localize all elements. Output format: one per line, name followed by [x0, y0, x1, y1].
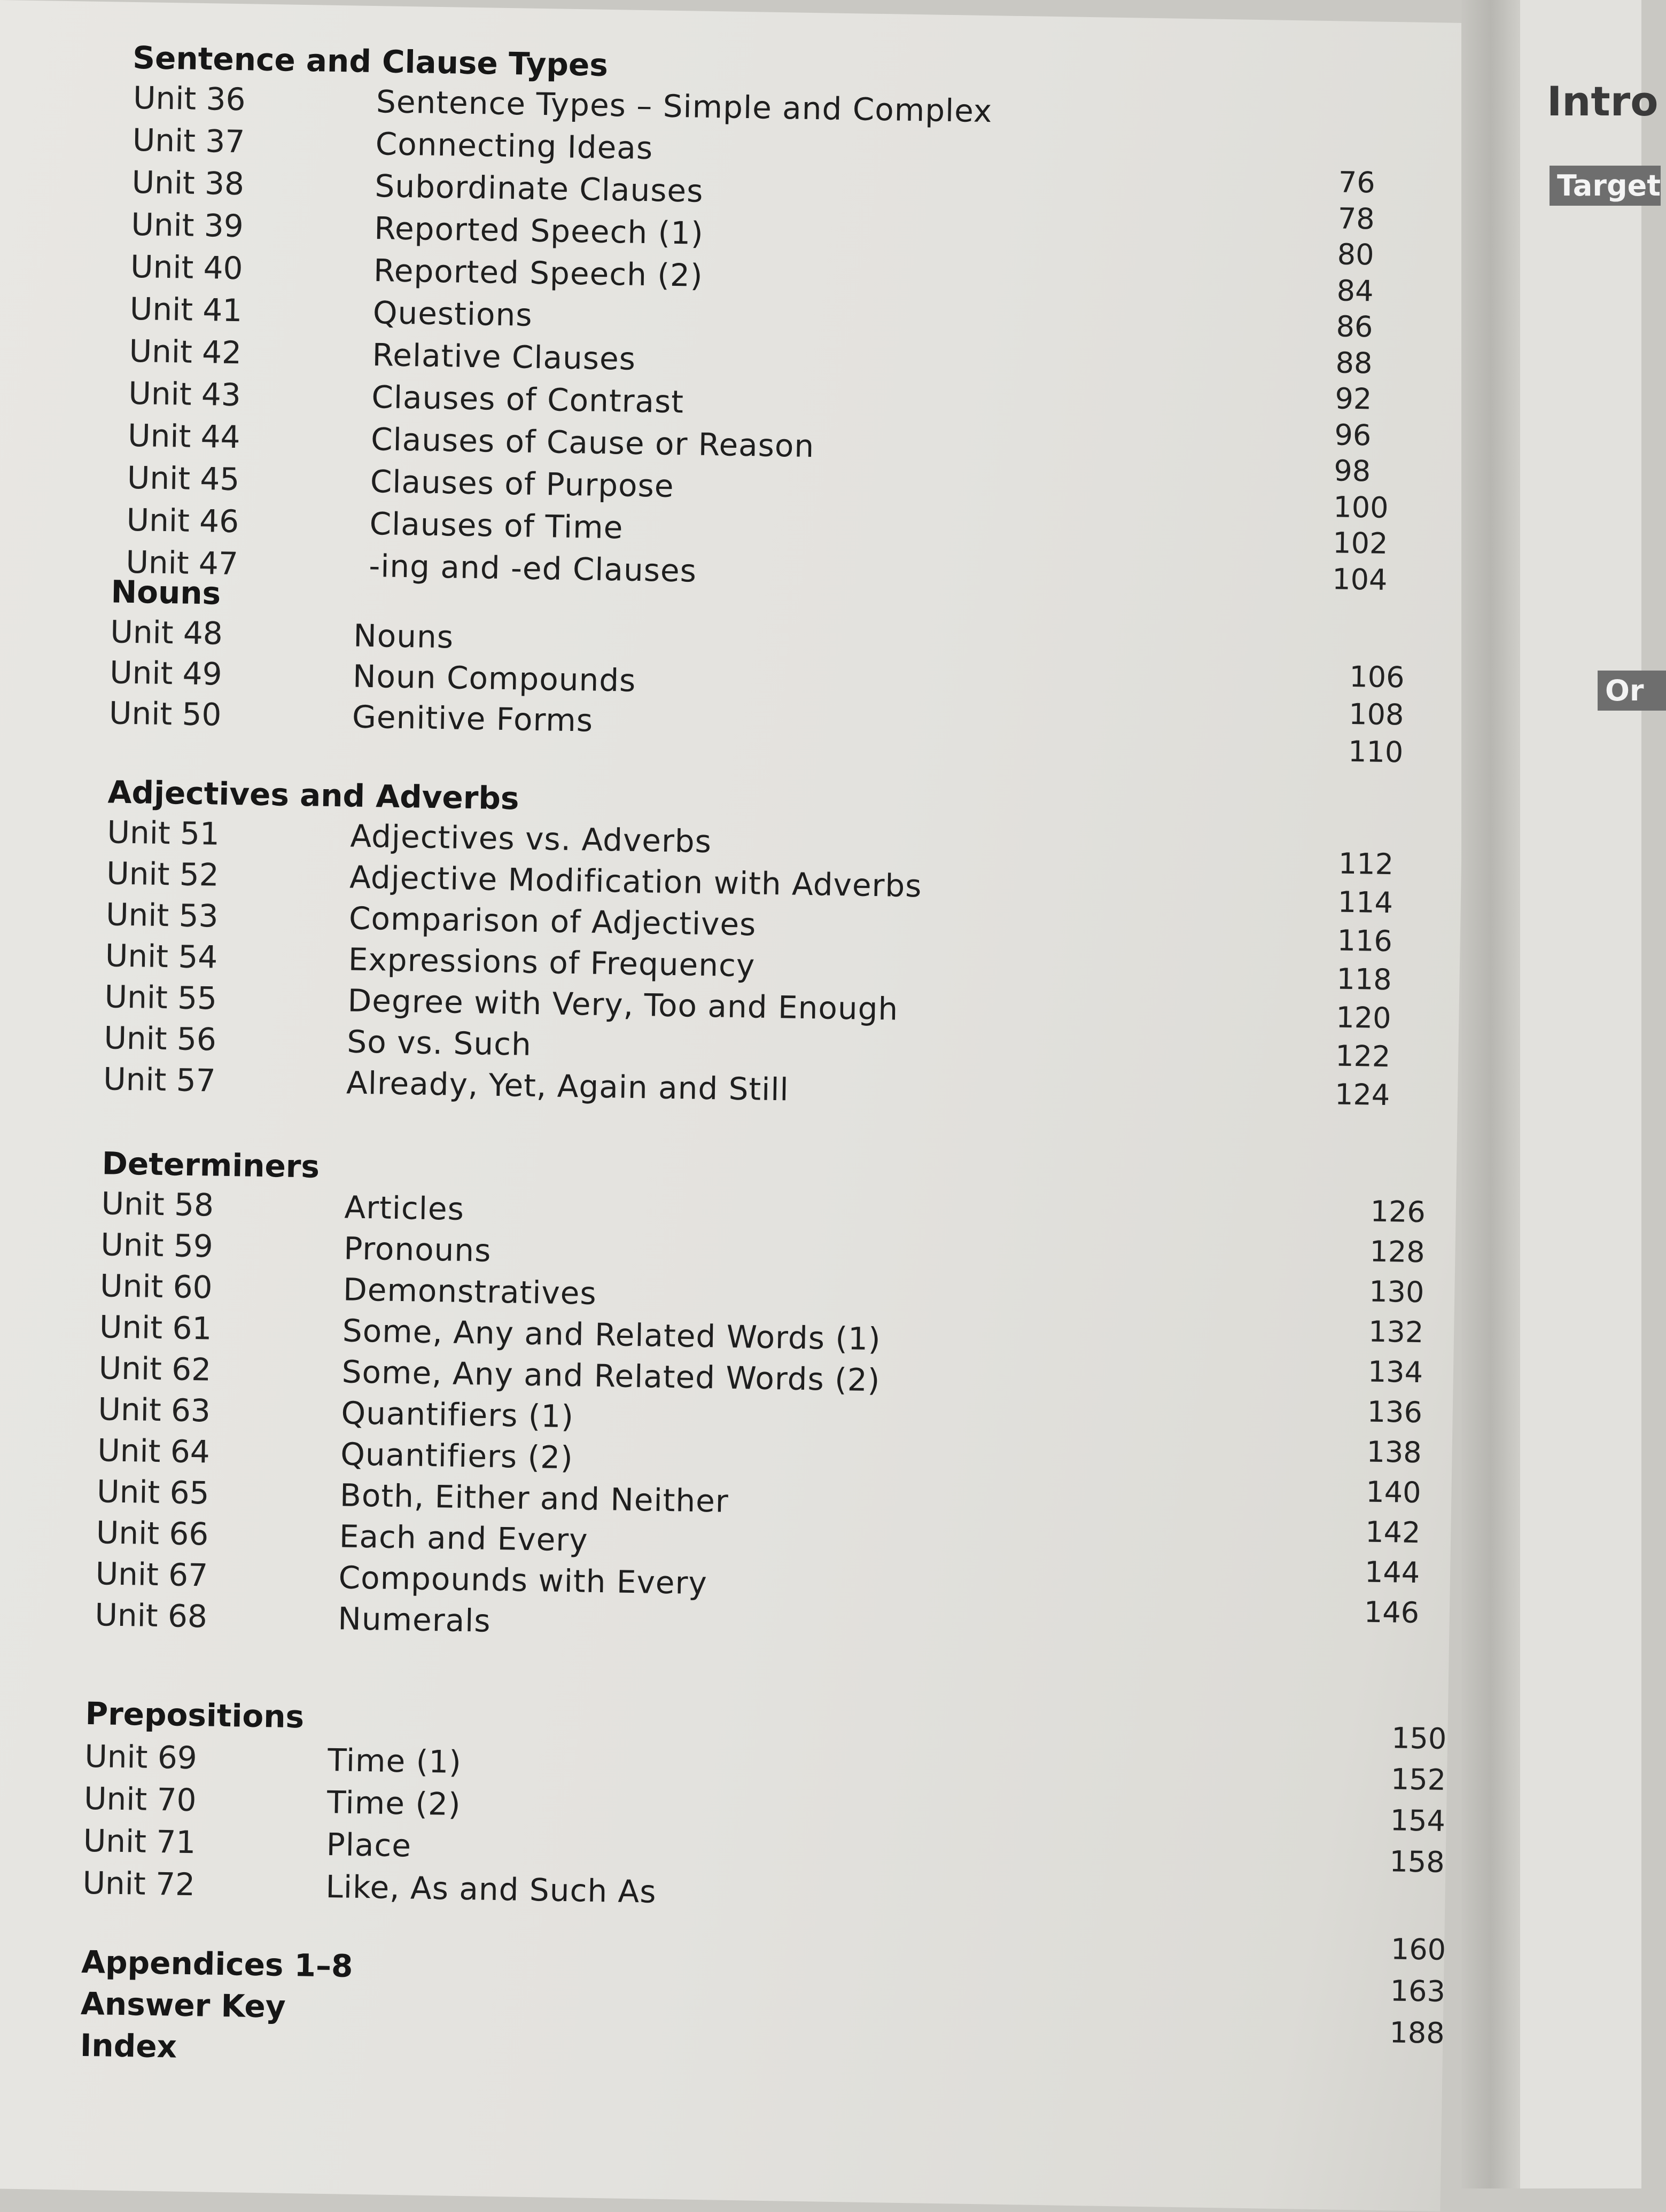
unit-title[interactable]: Place	[326, 1826, 412, 1864]
unit-title[interactable]: Like, As and Such As	[325, 1868, 657, 1910]
unit-title[interactable]: Degree with Very, Too and Enough	[347, 982, 899, 1027]
unit-number: Unit 53	[105, 896, 219, 934]
unit-title[interactable]: Adjective Modification with Adverbs	[349, 859, 922, 905]
unit-title[interactable]: Reported Speech (2)	[373, 252, 704, 294]
page-number: 132	[1368, 1314, 1424, 1350]
unit-title[interactable]: Subordinate Clauses	[375, 168, 704, 209]
unit-number: Unit 57	[103, 1061, 216, 1099]
unit-number: Unit 44	[127, 417, 241, 456]
unit-number: Unit 49	[109, 654, 223, 692]
unit-title[interactable]: So vs. Such	[346, 1023, 532, 1063]
unit-title[interactable]: Articles	[344, 1189, 465, 1227]
page-number: 86	[1336, 309, 1373, 344]
page-number: 140	[1365, 1475, 1422, 1510]
section-heading: Nouns	[111, 573, 221, 612]
unit-title[interactable]: Already, Yet, Again and Still	[346, 1064, 790, 1108]
page-number: 104	[1332, 562, 1388, 597]
unit-title[interactable]: Questions	[372, 294, 533, 333]
unit-title[interactable]: Clauses of Cause or Reason	[370, 421, 815, 465]
unit-title[interactable]: Some, Any and Related Words (2)	[341, 1353, 881, 1399]
back-matter-title[interactable]: Index	[80, 2027, 177, 2065]
unit-title[interactable]: Quantifiers (2)	[340, 1436, 574, 1476]
page-number: 110	[1348, 734, 1404, 769]
unit-title[interactable]: Adjectives vs. Adverbs	[349, 817, 712, 860]
unit-number: Unit 67	[95, 1555, 208, 1594]
page-number: 136	[1367, 1395, 1423, 1430]
back-matter-page: 160	[1390, 1932, 1446, 1967]
page-number: 134	[1367, 1354, 1423, 1390]
unit-title[interactable]: Sentence Types – Simple and Complex	[376, 83, 993, 130]
page-number: 152	[1390, 1762, 1446, 1797]
unit-number: Unit 59	[100, 1226, 214, 1265]
unit-title[interactable]: Clauses of Contrast	[371, 379, 684, 420]
unit-title[interactable]: Genitive Forms	[352, 698, 594, 739]
unit-number: Unit 54	[105, 937, 218, 976]
unit-number: Unit 42	[129, 332, 242, 371]
page-number: 146	[1364, 1595, 1420, 1630]
unit-title[interactable]: Each and Every	[339, 1518, 589, 1559]
unit-title[interactable]: Numerals	[337, 1600, 492, 1639]
page-number: 98	[1333, 454, 1371, 488]
unit-number: Unit 71	[83, 1822, 196, 1861]
unit-title[interactable]: Some, Any and Related Words (1)	[342, 1312, 882, 1358]
back-matter-title[interactable]: Appendices 1–8	[81, 1943, 353, 1984]
page-number: 102	[1332, 526, 1388, 560]
unit-title[interactable]: -ing and -ed Clauses	[368, 547, 697, 589]
page-number: 100	[1333, 489, 1389, 525]
unit-number: Unit 55	[104, 978, 217, 1017]
unit-number: Unit 61	[99, 1308, 212, 1347]
unit-title[interactable]: Demonstratives	[342, 1271, 597, 1312]
section-heading: Determiners	[102, 1145, 320, 1185]
unit-number: Unit 58	[101, 1185, 214, 1224]
unit-title[interactable]: Relative Clauses	[372, 337, 636, 377]
page-number: 118	[1336, 962, 1392, 997]
page-number: 138	[1366, 1435, 1422, 1470]
book-page-right	[1520, 0, 1661, 2188]
page-number: 122	[1335, 1039, 1391, 1074]
unit-number: Unit 60	[99, 1267, 213, 1306]
page-number: 120	[1335, 1000, 1391, 1035]
unit-title[interactable]: Noun Compounds	[352, 658, 636, 699]
right-page-tag-or: Or	[1598, 671, 1666, 711]
unit-number: Unit 36	[133, 79, 246, 118]
back-matter-page: 188	[1389, 2015, 1445, 2050]
unit-title[interactable]: Expressions of Frequency	[348, 941, 756, 984]
unit-title[interactable]: Nouns	[353, 617, 454, 656]
unit-number: Unit 46	[126, 501, 239, 540]
unit-number: Unit 43	[128, 375, 242, 414]
page-number: 114	[1337, 885, 1393, 920]
unit-title[interactable]: Clauses of Time	[369, 505, 624, 546]
unit-title[interactable]: Both, Either and Neither	[339, 1477, 729, 1520]
unit-title[interactable]: Quantifiers (1)	[341, 1395, 574, 1435]
page-number: 116	[1337, 923, 1393, 959]
page-number: 142	[1365, 1515, 1421, 1550]
unit-title[interactable]: Clauses of Purpose	[370, 463, 674, 504]
page-number: 80	[1337, 237, 1375, 272]
unit-title[interactable]: Compounds with Every	[338, 1559, 708, 1602]
page-number: 84	[1336, 273, 1374, 308]
unit-number: Unit 51	[107, 814, 220, 852]
unit-number: Unit 52	[106, 855, 220, 893]
unit-number: Unit 50	[108, 695, 222, 733]
page-number: 150	[1391, 1721, 1447, 1756]
unit-number: Unit 37	[132, 121, 245, 160]
unit-number: Unit 65	[96, 1473, 210, 1512]
section-heading: Prepositions	[85, 1695, 305, 1735]
page-number: 144	[1364, 1555, 1420, 1590]
page-number: 106	[1349, 659, 1405, 695]
unit-title[interactable]: Comparison of Adjectives	[348, 900, 757, 943]
page-number: 112	[1338, 846, 1394, 882]
unit-number: Unit 40	[130, 248, 244, 287]
unit-number: Unit 64	[97, 1432, 211, 1470]
right-page-tag-target: Target	[1550, 166, 1661, 206]
page-number: 76	[1338, 165, 1376, 200]
unit-number: Unit 70	[83, 1780, 197, 1819]
page-number: 158	[1389, 1844, 1445, 1879]
unit-number: Unit 39	[130, 206, 244, 245]
page-number: 108	[1348, 697, 1404, 732]
unit-number: Unit 63	[98, 1391, 211, 1429]
page-number: 130	[1368, 1274, 1424, 1310]
unit-title[interactable]: Pronouns	[343, 1230, 492, 1269]
right-page-title: Intro	[1547, 77, 1659, 125]
unit-title[interactable]: Reported Speech (1)	[373, 210, 704, 252]
page-number: 128	[1369, 1234, 1426, 1269]
unit-number: Unit 45	[127, 459, 240, 498]
page-number: 92	[1335, 381, 1372, 416]
unit-number: Unit 47	[125, 543, 239, 582]
unit-number: Unit 68	[95, 1596, 208, 1635]
page-number: 96	[1334, 417, 1372, 452]
page-number: 126	[1370, 1194, 1426, 1229]
unit-number: Unit 72	[82, 1864, 196, 1903]
unit-title[interactable]: Time (2)	[326, 1784, 462, 1822]
unit-number: Unit 38	[131, 163, 245, 202]
back-matter-title[interactable]: Answer Key	[80, 1985, 286, 2025]
unit-number: Unit 48	[110, 613, 223, 652]
unit-number: Unit 62	[98, 1350, 212, 1388]
unit-number: Unit 56	[103, 1019, 217, 1058]
section-heading: Sentence and Clause Types	[132, 39, 609, 83]
book-gutter	[1461, 0, 1520, 2188]
unit-number: Unit 69	[84, 1738, 198, 1777]
section-heading: Adjectives and Adverbs	[107, 774, 519, 817]
unit-number: Unit 66	[96, 1514, 209, 1553]
unit-number: Unit 41	[129, 290, 243, 329]
page-number: 124	[1334, 1077, 1390, 1112]
page-number: 88	[1335, 345, 1373, 380]
unit-title[interactable]: Connecting Ideas	[375, 126, 653, 167]
page-number: 154	[1390, 1803, 1446, 1838]
page-number: 78	[1337, 201, 1375, 236]
unit-title[interactable]: Time (1)	[327, 1742, 462, 1780]
back-matter-page: 163	[1390, 1974, 1446, 2008]
